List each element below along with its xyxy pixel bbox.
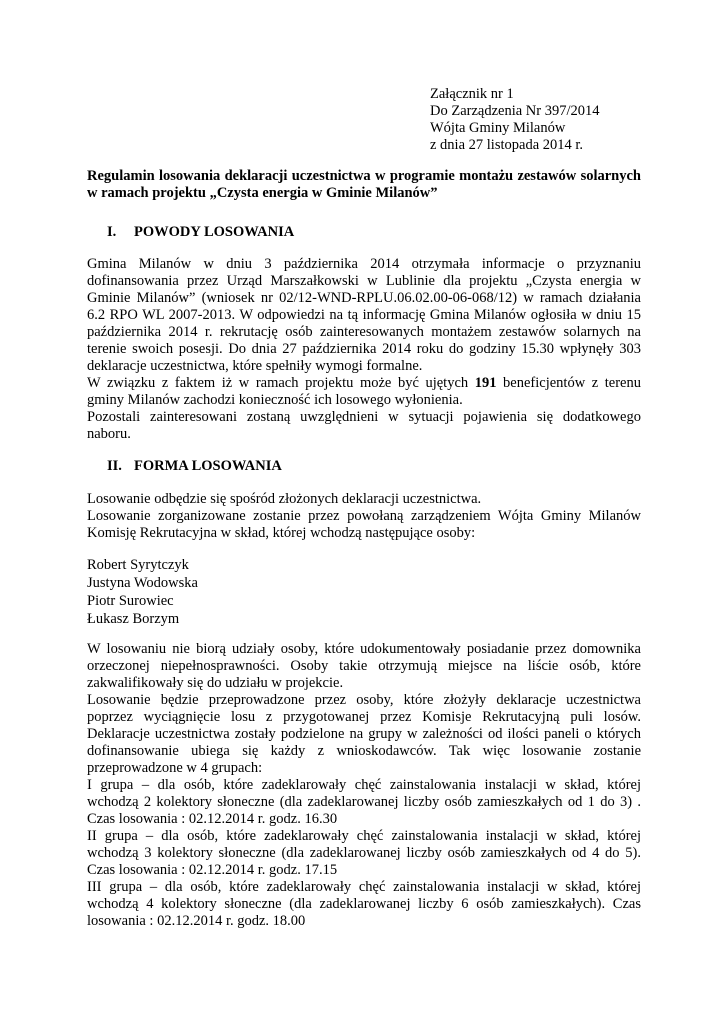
text-line: Deklaracje uczestnictwa zostały podzielone na grupy w zależności od ilości paneli o których — [87, 726, 641, 742]
list-item: Łukasz Borzym — [87, 611, 180, 627]
form-paragraph-1 — [87, 490, 641, 541]
text-line: Komisję Rekrutacyjna w skład, której wchodzą następujące osoby: — [87, 525, 476, 541]
annex-date: z dnia 27 listopada 2014 r. — [430, 137, 584, 153]
section-title: FORMA LOSOWANIA — [134, 458, 282, 474]
text-line: gminy Milanów zachodzi konieczność ich losowego wyłonienia. — [87, 392, 463, 408]
text-line: W losowaniu nie biorą udziały osoby, które udokumentowały posiadanie przez domownika — [87, 641, 641, 657]
section-number: I. — [107, 224, 117, 240]
text-line: I grupa – dla osób, które zadeklarowały chęć zainstalowania instalacji w skład, której — [87, 777, 641, 793]
text-line: poprzez wyciągnięcie losu z przygotowanej przez Komisje Rekrutacyjną puli losów. — [87, 709, 641, 725]
section-heading-form — [107, 457, 282, 475]
section-title: POWODY LOSOWANIA — [134, 224, 295, 240]
annex-header — [430, 86, 650, 154]
text-line: II grupa – dla osób, które zadeklarowały chęć zainstalowania instalacji w skład, której — [87, 828, 641, 844]
annex-ordinance: Do Zarządzenia Nr 397/2014 — [430, 103, 600, 119]
text-line: Czas losowania : 02.12.2014 r. godz. 17.15 — [87, 862, 338, 878]
text-line: 6.2 RPO WL 2007-2013. W odpowiedzi na tą informację Gmina Milanów ogłosiła w dniu 15 — [87, 307, 641, 323]
section-heading-reasons — [107, 223, 294, 241]
commission-members-list — [87, 556, 641, 628]
text-line: Gmina Milanów w dniu 3 października 2014 otrzymała informacje o przyznaniu — [87, 256, 641, 272]
text-line — [87, 374, 641, 391]
text-line: deklaracje uczestnictwa, które spełniły wymogi formalne. — [87, 358, 423, 374]
reasons-paragraph-2 — [87, 374, 641, 408]
text-line: zakwalifikowały się do udziału w projekcie. — [87, 675, 344, 691]
reasons-paragraph-3 — [87, 408, 641, 442]
annex-number: Załącznik nr 1 — [430, 86, 514, 102]
document-title: Regulamin losowania deklaracji uczestnictwa w programie montażu zestawów solarnych w ramach projektu „Czysta energia w Gminie Milanów” — [87, 168, 641, 201]
text-line: Czas losowania : 02.12.2014 r. godz. 16.30 — [87, 811, 338, 827]
section-number: II. — [107, 458, 122, 474]
beneficiary-count: 191 — [474, 375, 497, 391]
text-line: Losowanie odbędzie się spośród złożonych deklaracji uczestnictwa. — [87, 491, 482, 507]
text-line: października 2014 r. rekrutację osób zainteresowanych montażem zestawów solarnych na — [87, 324, 641, 340]
text-line: Gminie Milanów” (wniosek nr 02/12-WND-RPLU.06.02.00-06-068/12) w ramach działania — [87, 290, 641, 306]
text-line: III grupa – dla osób, które zadeklarowały chęć zainstalowania instalacji w skład, której — [87, 879, 641, 895]
text-line: losowania : 02.12.2014 r. godz. 18.00 — [87, 913, 306, 929]
text-line: Losowanie zorganizowane zostanie przez powołaną zarządzeniem Wójta Gminy Milanów — [87, 508, 641, 524]
text-line: dofinansowania przez Urząd Marszałkowski w Lublinie dla projektu „Czysta energia w — [87, 273, 641, 289]
text-line: wchodzą 2 kolektory słoneczne (dla zadeklarowanej liczby osób zamieszkałych od 1 do 3) . — [87, 794, 641, 810]
text-line: terenie swoich posesji. Do dnia 27 października 2014 roku do godziny 15.30 wpłynęły 303 — [87, 341, 641, 357]
text-line: przeprowadzone w 4 grupach: — [87, 760, 263, 776]
text-line: wchodzą 3 kolektory słoneczne (dla zadeklarowanej liczby osób zamieszkałych od 4 do 5). — [87, 845, 641, 861]
list-item: Piotr Surowiec — [87, 593, 174, 609]
form-paragraph-2 — [87, 640, 641, 929]
text-line: orzeczonej niepełnosprawności. Osoby takie otrzymują miejsce na liście osób, które — [87, 658, 641, 674]
text-line: naboru. — [87, 426, 131, 442]
text-span: beneficjentów z terenu — [503, 375, 641, 391]
text-line: wchodzą 4 kolektory słoneczne (dla zadeklarowanej liczby 6 osób zamieszkałych). Czas — [87, 896, 641, 912]
text-line: dofinansowanie ubiega się każdy z wnioskodawców. Tak więc losowanie zostanie — [87, 743, 641, 759]
annex-issuer: Wójta Gminy Milanów — [430, 120, 566, 136]
list-item: Justyna Wodowska — [87, 575, 198, 591]
reasons-paragraph-1 — [87, 255, 641, 374]
text-line: Pozostali zainteresowani zostaną uwzględnieni w sytuacji pojawienia się dodatkowego — [87, 409, 641, 425]
text-span: W związku z faktem iż w ramach projektu może być ujętych — [87, 375, 469, 391]
list-item: Robert Syrytczyk — [87, 557, 189, 573]
text-line: Losowanie będzie przeprowadzone przez osoby, które złożyły deklaracje uczestnictwa — [87, 692, 641, 708]
